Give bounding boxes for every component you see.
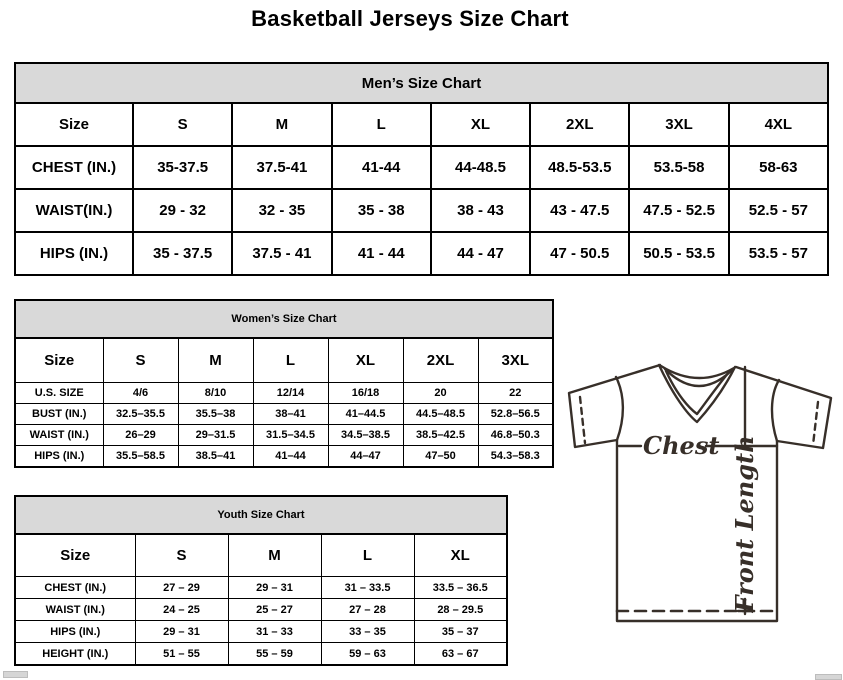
size-cell: XL	[431, 103, 530, 146]
size-cell: L	[253, 338, 328, 383]
row-label: HIPS (IN.)	[15, 621, 135, 643]
size-cell: 54.3–58.3	[478, 446, 553, 468]
size-cell: 44-48.5	[431, 146, 530, 189]
size-cell: 31.5–34.5	[253, 425, 328, 446]
size-cell: 24 – 25	[135, 599, 228, 621]
size-cell: 51 – 55	[135, 643, 228, 666]
size-cell: 63 – 67	[414, 643, 507, 666]
right-armhole-seam	[772, 380, 779, 441]
size-cell: 8/10	[178, 383, 253, 404]
mens-chest-row	[15, 146, 828, 189]
youth-chest-row	[15, 577, 507, 599]
size-cell: L	[321, 534, 414, 577]
youth-table-title-row	[15, 496, 507, 534]
size-cell: 41 - 44	[332, 232, 431, 275]
size-cell: 32 - 35	[232, 189, 331, 232]
size-cell: 37.5-41	[232, 146, 331, 189]
youth-table-title: Youth Size Chart	[15, 496, 507, 534]
size-cell: XL	[414, 534, 507, 577]
size-cell: 3XL	[478, 338, 553, 383]
right-cuff-dashed-seam	[813, 402, 818, 445]
size-cell: 43 - 47.5	[530, 189, 629, 232]
youth-header-row	[15, 534, 507, 577]
size-cell: 3XL	[629, 103, 728, 146]
mens-header-row	[15, 103, 828, 146]
size-cell: 47 - 50.5	[530, 232, 629, 275]
size-cell: 53.5-58	[629, 146, 728, 189]
size-cell: 33.5 – 36.5	[414, 577, 507, 599]
mens-waist-row	[15, 189, 828, 232]
size-cell: 38.5–42.5	[403, 425, 478, 446]
size-cell: 35 – 37	[414, 621, 507, 643]
size-header-cell: Size	[15, 534, 135, 577]
size-cell: 52.5 - 57	[729, 189, 828, 232]
size-cell: 47–50	[403, 446, 478, 468]
size-cell: 35 - 38	[332, 189, 431, 232]
size-cell: 31 – 33	[228, 621, 321, 643]
size-cell: 20	[403, 383, 478, 404]
mens-hips-row	[15, 232, 828, 275]
jersey-outline	[569, 365, 831, 621]
size-cell: 28 – 29.5	[414, 599, 507, 621]
size-cell: 34.5–38.5	[328, 425, 403, 446]
size-cell: 46.8–50.3	[478, 425, 553, 446]
front-length-label: Front Length	[730, 435, 759, 613]
row-label: WAIST (IN.)	[15, 599, 135, 621]
mens-size-table	[14, 62, 829, 276]
size-cell: 35 - 37.5	[133, 232, 232, 275]
row-label: BUST (IN.)	[15, 404, 103, 425]
row-label: HIPS (IN.)	[15, 232, 133, 275]
womens-bust-row	[15, 404, 553, 425]
size-cell: 53.5 - 57	[729, 232, 828, 275]
size-cell: 27 – 28	[321, 599, 414, 621]
mens-table-title: Men’s Size Chart	[15, 63, 828, 103]
youth-size-table	[14, 495, 508, 666]
scrollbar-fragment-left[interactable]	[3, 671, 28, 678]
size-cell: 25 – 27	[228, 599, 321, 621]
size-cell: 44 - 47	[431, 232, 530, 275]
mens-table-title-row	[15, 63, 828, 103]
size-cell: 37.5 - 41	[232, 232, 331, 275]
row-label: HEIGHT (IN.)	[15, 643, 135, 666]
size-cell: 4XL	[729, 103, 828, 146]
jersey-measurement-diagram	[555, 353, 843, 677]
size-cell: S	[133, 103, 232, 146]
size-cell: 38.5–41	[178, 446, 253, 468]
youth-hips-row	[15, 621, 507, 643]
row-label: CHEST (IN.)	[15, 577, 135, 599]
left-cuff-dashed-seam	[580, 397, 585, 443]
size-cell: 44–47	[328, 446, 403, 468]
size-cell: 59 – 63	[321, 643, 414, 666]
size-cell: 44.5–48.5	[403, 404, 478, 425]
size-cell: 41-44	[332, 146, 431, 189]
size-cell: 48.5-53.5	[530, 146, 629, 189]
size-cell: 2XL	[403, 338, 478, 383]
size-cell: 35.5–38	[178, 404, 253, 425]
womens-us-size-row	[15, 383, 553, 404]
row-label: WAIST (IN.)	[15, 425, 103, 446]
size-cell: 4/6	[103, 383, 178, 404]
size-cell: 29 – 31	[228, 577, 321, 599]
size-cell: 16/18	[328, 383, 403, 404]
size-cell: S	[103, 338, 178, 383]
chest-label: Chest	[643, 431, 720, 460]
size-cell: 41–44	[253, 446, 328, 468]
youth-waist-row	[15, 599, 507, 621]
row-label: CHEST (IN.)	[15, 146, 133, 189]
size-cell: 38 - 43	[431, 189, 530, 232]
womens-header-row	[15, 338, 553, 383]
size-cell: 29 – 31	[135, 621, 228, 643]
size-cell: XL	[328, 338, 403, 383]
size-cell: M	[178, 338, 253, 383]
size-cell: M	[232, 103, 331, 146]
page-title: Basketball Jerseys Size Chart	[251, 6, 569, 31]
size-cell: 31 – 33.5	[321, 577, 414, 599]
youth-height-row	[15, 643, 507, 666]
size-cell: 55 – 59	[228, 643, 321, 666]
size-cell: 58-63	[729, 146, 828, 189]
size-cell: 33 – 35	[321, 621, 414, 643]
scrollbar-fragment-right[interactable]	[815, 674, 842, 680]
size-cell: 26–29	[103, 425, 178, 446]
size-cell: 12/14	[253, 383, 328, 404]
womens-waist-row	[15, 425, 553, 446]
size-cell: 29–31.5	[178, 425, 253, 446]
size-cell: L	[332, 103, 431, 146]
size-cell: 50.5 - 53.5	[629, 232, 728, 275]
size-cell: 41–44.5	[328, 404, 403, 425]
size-cell: M	[228, 534, 321, 577]
left-armhole-seam	[616, 377, 623, 440]
size-cell: 32.5–35.5	[103, 404, 178, 425]
row-label: HIPS (IN.)	[15, 446, 103, 468]
size-cell: 47.5 - 52.5	[629, 189, 728, 232]
size-cell: S	[135, 534, 228, 577]
size-cell: 35.5–58.5	[103, 446, 178, 468]
size-header-cell: Size	[15, 338, 103, 383]
size-cell: 52.8–56.5	[478, 404, 553, 425]
size-header-cell: Size	[15, 103, 133, 146]
size-cell: 22	[478, 383, 553, 404]
womens-size-table	[14, 299, 554, 468]
size-cell: 27 – 29	[135, 577, 228, 599]
womens-hips-row	[15, 446, 553, 468]
size-cell: 38–41	[253, 404, 328, 425]
womens-table-title-row	[15, 300, 553, 338]
row-label: WAIST(IN.)	[15, 189, 133, 232]
womens-table-title: Women’s Size Chart	[15, 300, 553, 338]
size-cell: 29 - 32	[133, 189, 232, 232]
row-label: U.S. SIZE	[15, 383, 103, 404]
size-cell: 2XL	[530, 103, 629, 146]
size-cell: 35-37.5	[133, 146, 232, 189]
